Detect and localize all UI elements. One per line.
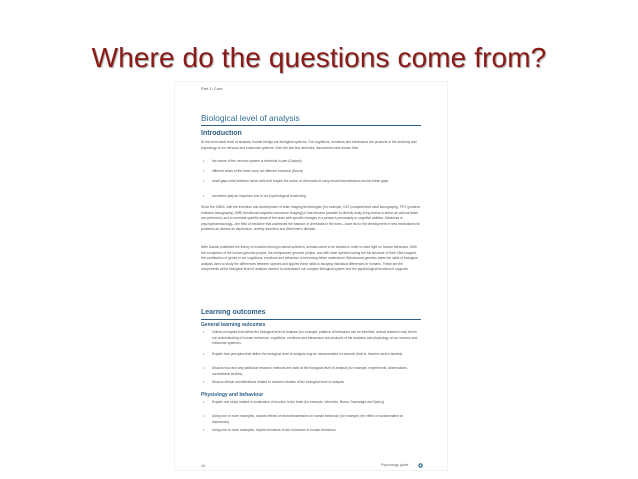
guide-logo-icon bbox=[418, 463, 423, 468]
document-page bbox=[175, 82, 447, 470]
bullet-marker: • bbox=[203, 179, 205, 183]
part-label: Part 1: Core bbox=[201, 86, 223, 91]
guide-label: Psychology guide bbox=[381, 463, 409, 467]
general-outcome-item: Discuss ethical considerations related to research studies at the biological level of analysis. bbox=[212, 380, 345, 384]
general-outcome-item: Explain how principles that define the biological level of analysis may be demonstrated in research (that is, theories and/or studies). bbox=[212, 352, 404, 356]
chapter-rule bbox=[201, 125, 421, 126]
physiology-item: Using one or more examples, explain functions of two hormones in human behaviour. bbox=[212, 428, 337, 432]
general-outcome-item: Outline principles that define the biological level of analysis (for example, patterns of behaviour can be inherited; animal research may inform our understanding of human behaviour; cognitions, emotions and behaviours are products of the anatomy and physiology of our nervous and endocrine systems). bbox=[212, 330, 418, 346]
physiology-heading: Physiology and behaviour bbox=[201, 392, 264, 398]
general-outcomes-heading: General learning outcomes bbox=[201, 322, 266, 328]
introduction-heading: Introduction bbox=[201, 130, 242, 137]
intro-bullet: small gaps exist between nerve cells that require the action of chemicals to carry neural transmissions across these gaps bbox=[212, 179, 389, 183]
bullet-marker: • bbox=[203, 159, 205, 163]
chapter-title: Biological level of analysis bbox=[201, 113, 300, 123]
page-number: 16 bbox=[201, 464, 205, 468]
bullet-marker: • bbox=[203, 366, 205, 370]
bullet-marker: • bbox=[203, 352, 205, 356]
introduction-lead: At the most basic level of analysis, human beings are biological systems. Our cognitions, emotions and behaviours are products of the anatomy and physiology of our nervous and endocrine systems. Over the last few centuries, discoveries have shown that: bbox=[201, 140, 417, 150]
bullet-marker: • bbox=[203, 414, 205, 418]
bullet-marker: • bbox=[203, 330, 205, 334]
bullet-marker: • bbox=[203, 169, 205, 173]
bullet-marker: • bbox=[203, 194, 205, 198]
general-outcome-item: Discuss how and why particular research methods are used at the biological level of analysis (for example, experiments, observations, correlational studies). bbox=[212, 366, 408, 376]
bullet-marker: • bbox=[203, 428, 205, 432]
physiology-item: Using one or more examples, explain effects of neurotransmission on human behaviour (for example, the effect of noradrenaline on depression). bbox=[212, 414, 404, 424]
bullet-marker: • bbox=[203, 380, 205, 384]
introduction-paragraph-3: After Darwin published the theory of evolution through natural selection, animals came to be studied in order to shed light on human behaviour. With the completion of the human genome project, the chimpanzee genome project, and with other species having the full structure of their DNA mapped, the contribution of genes to our cognitions, emotions and behaviour is becoming better understood. Behavioural genetics takes the skills of biological analysis used to study the differences between species and applies these skills to studying individual differences in humans. These are the components at the biological level of analysis needed to understand our complex biological system and the psychological functions it supports. bbox=[201, 245, 418, 272]
intro-bullet: different areas of the brain carry out different functions (Broca) bbox=[212, 169, 303, 173]
introduction-paragraph-2: Since the 1960s, with the invention and development of brain imaging technologies (for example, CAT (computerized axial tomography), PET (positron emission tomography), fMRI (functional magnetic resonance imaging)) it has become possible to directly study living brains in action as various tasks are performed, and to correlate specific areas of the brain with specific changes in a person's personality or cognitive abilities. Advances in psychopharmacology—the field of medicine that addresses the balance of chemicals in the brain—have led to the development of new medications for problems as diverse as depression, anxiety disorders and Alzheimer's disease. bbox=[201, 205, 421, 232]
bullet-marker: • bbox=[203, 400, 205, 404]
learning-outcomes-heading: Learning outcomes bbox=[201, 309, 266, 316]
physiology-item: Explain one study related to localization of function in the brain (for example, Wernicke, Broca, Gazzaniga and Sperry). bbox=[212, 400, 386, 404]
slide-title: Where do the questions come from? bbox=[91, 42, 547, 73]
intro-bullet: hormones play an important role in our psychological functioning. bbox=[212, 194, 307, 198]
intro-bullet: the nature of the nervous system is electrical in part (Galvani) bbox=[212, 159, 302, 163]
learning-rule bbox=[201, 319, 421, 320]
